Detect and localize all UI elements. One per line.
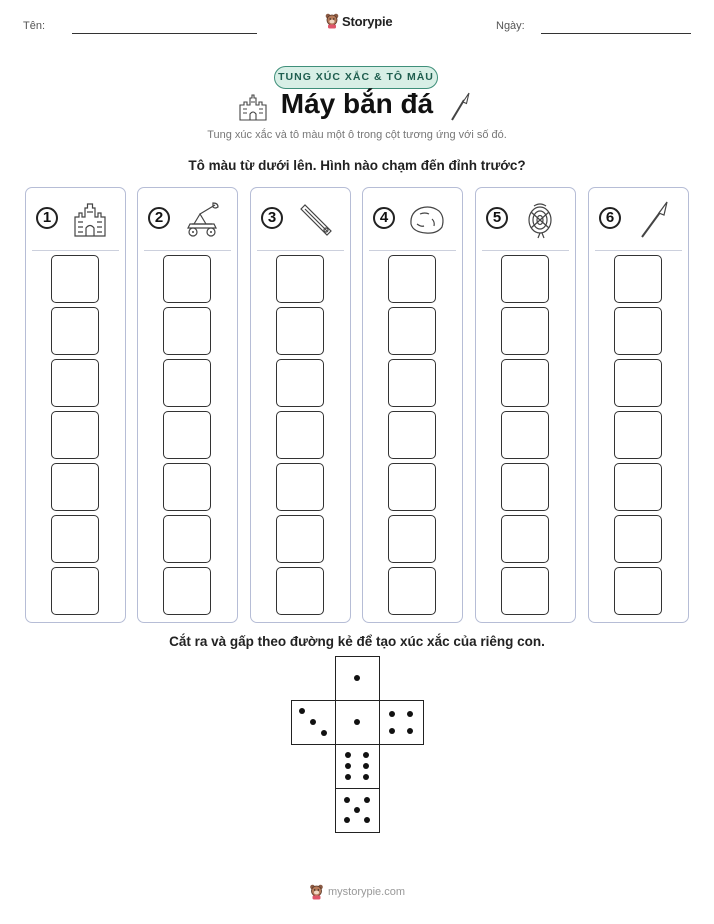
color-cell[interactable] xyxy=(51,567,99,615)
color-cell[interactable] xyxy=(501,567,549,615)
dice-pip xyxy=(345,763,351,769)
column-2 xyxy=(137,187,238,623)
wooden-plank-icon xyxy=(295,200,335,240)
color-cell[interactable] xyxy=(614,307,662,355)
color-cell[interactable] xyxy=(614,515,662,563)
logo-text: Storypie xyxy=(342,13,393,29)
color-cell[interactable] xyxy=(51,411,99,459)
spear-icon xyxy=(448,92,472,122)
column-divider xyxy=(32,250,119,251)
column-4 xyxy=(362,187,463,623)
column-number: 4 xyxy=(373,207,395,229)
column-number: 2 xyxy=(148,207,170,229)
color-cell[interactable] xyxy=(388,411,436,459)
logo xyxy=(325,13,392,29)
bear-mascot-icon xyxy=(325,13,339,29)
dice-pip xyxy=(354,807,360,813)
activity-badge: TUNG XÚC XẮC & TÔ MÀU xyxy=(274,66,438,89)
dice-pip xyxy=(354,719,360,725)
column-divider xyxy=(144,250,231,251)
column-divider xyxy=(257,250,344,251)
dice-pip xyxy=(354,675,360,681)
dice-pip xyxy=(389,728,395,734)
color-cell[interactable] xyxy=(614,567,662,615)
color-cell[interactable] xyxy=(388,515,436,563)
color-cell[interactable] xyxy=(163,411,211,459)
column-number: 5 xyxy=(486,207,508,229)
footer xyxy=(309,884,405,900)
dice-pip xyxy=(345,752,351,758)
color-cell[interactable] xyxy=(163,359,211,407)
castle-icon xyxy=(70,200,110,240)
dice-pip xyxy=(344,797,350,803)
date-line xyxy=(541,33,691,34)
column-divider xyxy=(482,250,569,251)
color-cell[interactable] xyxy=(276,307,324,355)
color-cell[interactable] xyxy=(276,255,324,303)
dice-pip xyxy=(363,763,369,769)
dice-pip xyxy=(363,774,369,780)
dice-face-1-top xyxy=(335,656,380,701)
rope-coil-icon xyxy=(520,200,560,240)
boulder-icon xyxy=(407,200,447,240)
dice-pip xyxy=(364,797,370,803)
dice-pip xyxy=(321,730,327,736)
color-cell[interactable] xyxy=(501,307,549,355)
color-cell[interactable] xyxy=(388,307,436,355)
page-title: Máy bắn đá xyxy=(280,88,434,119)
column-5 xyxy=(475,187,576,623)
color-cell[interactable] xyxy=(501,463,549,511)
coloring-instruction: Tô màu từ dưới lên. Hình nào chạm đến đỉnh trước? xyxy=(188,158,526,173)
catapult-icon xyxy=(182,200,222,240)
column-divider xyxy=(369,250,456,251)
dice-pip xyxy=(345,774,351,780)
column-number: 6 xyxy=(599,207,621,229)
dice-face-4 xyxy=(379,700,424,745)
dice-pip xyxy=(299,708,305,714)
column-6 xyxy=(588,187,689,623)
color-cell[interactable] xyxy=(501,411,549,459)
dice-face-1-center xyxy=(335,700,380,745)
color-cell[interactable] xyxy=(163,255,211,303)
color-cell[interactable] xyxy=(388,567,436,615)
spear-icon xyxy=(633,200,673,240)
color-cell[interactable] xyxy=(163,567,211,615)
dice-face-5 xyxy=(335,788,380,833)
color-cell[interactable] xyxy=(614,255,662,303)
color-cell[interactable] xyxy=(388,463,436,511)
color-cell[interactable] xyxy=(614,411,662,459)
column-divider xyxy=(595,250,682,251)
color-cell[interactable] xyxy=(276,463,324,511)
color-cell[interactable] xyxy=(501,359,549,407)
color-cell[interactable] xyxy=(51,307,99,355)
color-cell[interactable] xyxy=(51,359,99,407)
date-label: Ngày: xyxy=(496,20,525,32)
column-3 xyxy=(250,187,351,623)
dice-pip xyxy=(363,752,369,758)
dice-face-3 xyxy=(291,700,336,745)
dice-pip xyxy=(310,719,316,725)
bear-mascot-icon xyxy=(309,884,324,900)
column-1 xyxy=(25,187,126,623)
page-subtitle: Tung xúc xắc và tô màu một ô trong cột tương ứng với số đó. xyxy=(207,129,507,141)
color-cell[interactable] xyxy=(614,463,662,511)
dice-instruction: Cắt ra và gấp theo đường kẻ để tạo xúc xắc của riêng con. xyxy=(169,634,545,649)
color-cell[interactable] xyxy=(163,515,211,563)
color-cell[interactable] xyxy=(276,411,324,459)
color-cell[interactable] xyxy=(163,307,211,355)
dice-pip xyxy=(344,817,350,823)
dice-face-6 xyxy=(335,744,380,789)
name-line xyxy=(72,33,257,34)
color-cell[interactable] xyxy=(163,463,211,511)
color-cell[interactable] xyxy=(501,515,549,563)
color-cell[interactable] xyxy=(51,463,99,511)
color-cell[interactable] xyxy=(388,255,436,303)
color-cell[interactable] xyxy=(388,359,436,407)
column-number: 1 xyxy=(36,207,58,229)
color-cell[interactable] xyxy=(501,255,549,303)
dice-pip xyxy=(364,817,370,823)
dice-pip xyxy=(389,711,395,717)
name-label: Tên: xyxy=(23,20,46,32)
color-cell[interactable] xyxy=(276,567,324,615)
footer-url[interactable]: mystorypie.com xyxy=(328,886,406,898)
dice-pip xyxy=(407,711,413,717)
color-cell[interactable] xyxy=(51,255,99,303)
dice-pip xyxy=(407,728,413,734)
color-cell[interactable] xyxy=(276,515,324,563)
color-cell[interactable] xyxy=(276,359,324,407)
column-number: 3 xyxy=(261,207,283,229)
color-cell[interactable] xyxy=(51,515,99,563)
color-cell[interactable] xyxy=(614,359,662,407)
